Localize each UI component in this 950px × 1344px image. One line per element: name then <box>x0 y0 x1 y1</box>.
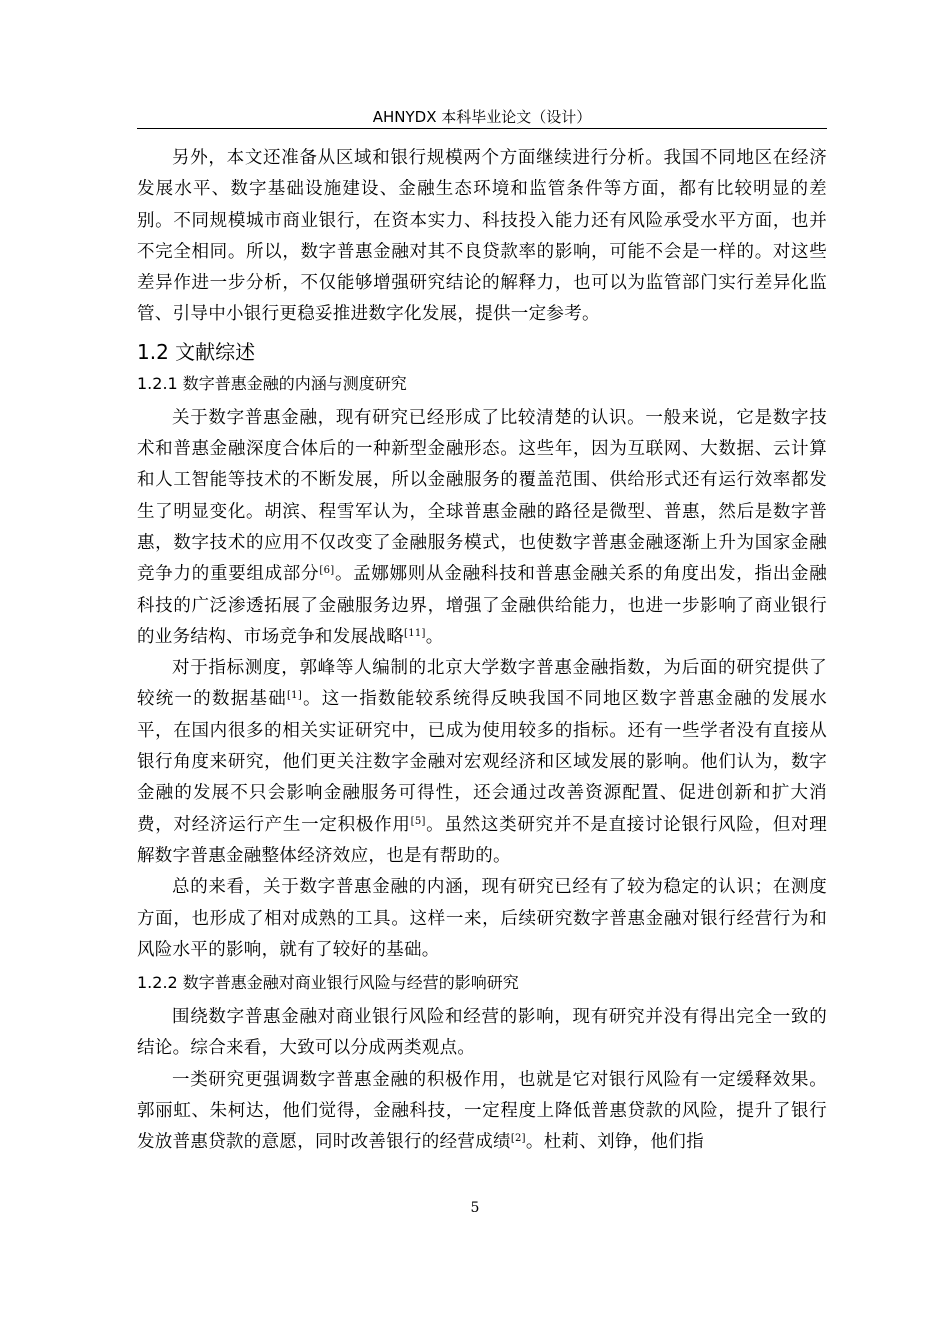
text-run: 。孟娜娜则从金融科技和普惠金融关系的角度出发，指出金融科技的广泛渗透拓展了金融服务边界，增强了金融供给能力，也进一步影响了商业银行的业务结构、市场竞争和发展战略 <box>137 564 828 647</box>
paragraph-positive-view <box>137 1065 827 1159</box>
text-run: 对于指标测度，郭峰等人编制的北京大学数字普惠金融指数，为后面的研究提供了较统一的数据基础 <box>137 658 827 710</box>
text-run: 。虽然这类研究并不是直接讨论银行风险，但对理解数字普惠金融整体经济效应，也是有帮助的。 <box>137 814 828 866</box>
citation: [2] <box>510 1133 526 1145</box>
section-heading-literature-review: 1.2 文献综述 <box>137 339 256 364</box>
text-run: 。杜莉、刘铮，他们指 <box>525 1132 704 1153</box>
text-run: 一类研究更强调数字普惠金融的积极作用，也就是它对银行风险有一定缓释效果。郭丽虹、朱柯达，他们觉得，金融科技，一定程度上降低普惠贷款的风险，提升了银行发放普惠贷款的意愿，同时改善银行的经营成绩 <box>137 1069 827 1153</box>
citation: [6] <box>319 565 335 577</box>
text-run: 。这一指数能较系统得反映我国不同地区数字普惠金融的发展水平，在国内很多的相关实证研究中，已成为使用较多的指标。还有一些学者没有直接从银行角度来研究，他们更关注数字金融对宏观经济和区域发展的影响。他们认为，数字金融的发展不只会影响金融服务可得性，还会通过改善资源配置、促进创新和扩大消费，对经济运行产生一定积极作用 <box>137 689 827 835</box>
body-text <box>137 143 827 1159</box>
text-run: 关于数字普惠金融，现有研究已经形成了比较清楚的认识。一般来说，它是数字技术和普惠金融深度合体后的一种新型金融形态。这些年，因为互联网、大数据、云计算和人工智能等技术的不断发展，所以金融服务的覆盖范围、供给形式还有运行效率都发生了明显变化。胡滨、程雪军认为，全球普惠金融的路径是微型、普惠，然后是数字普惠，数字技术的应用不仅改变了金融服务模式，也使数字普惠金融逐渐上升为国家金融竞争力的重要组成部分 <box>137 407 827 585</box>
paragraph-region-analysis: 另外，本文还准备从区域和银行规模两个方面继续进行分析。我国不同地区在经济发展水平、数字基础设施建设、金融生态环境和监管条件等方面，都有比较明显的差别。不同规模城市商业银行，在资本实力、科技投入能力还有风险承受水平方面，也并不完全相同。所以，数字普惠金融对其不良贷款率的影响，可能不会是一样的。对这些差异作进一步分析，不仅能够增强研究结论的解释力，也可以为监管部门实行差异化监管、引导中小银行更稳妥推进数字化发展，提供一定参考。 <box>137 148 827 325</box>
subsection-heading-connotation: 1.2.1 数字普惠金融的内涵与测度研究 <box>137 373 407 393</box>
paragraph-measurement <box>137 653 827 872</box>
paragraph-connotation <box>137 403 827 653</box>
subsection-heading-bank-risk: 1.2.2 数字普惠金融对商业银行风险与经营的影响研究 <box>137 973 519 993</box>
text-run: 。 <box>425 626 444 647</box>
paragraph-two-views: 围绕数字普惠金融对商业银行风险和经营的影响，现有研究并没有得出完全一致的结论。综合来看，大致可以分成两类观点。 <box>137 1007 827 1059</box>
citation: [11] <box>404 627 426 639</box>
page-number: 5 <box>470 1200 480 1216</box>
paragraph-summary: 总的来看，关于数字普惠金融的内涵，现有研究已经有了较为稳定的认识；在测度方面，也形成了相对成熟的工具。这样一来，后续研究数字普惠金融对银行经营行为和风险水平的影响，就有了较好的基础。 <box>137 877 827 960</box>
running-header: AHNYDX 本科毕业论文（设计） <box>372 108 592 126</box>
citation: [1] <box>286 690 303 702</box>
header-rule <box>137 128 827 129</box>
citation: [5] <box>410 815 426 827</box>
